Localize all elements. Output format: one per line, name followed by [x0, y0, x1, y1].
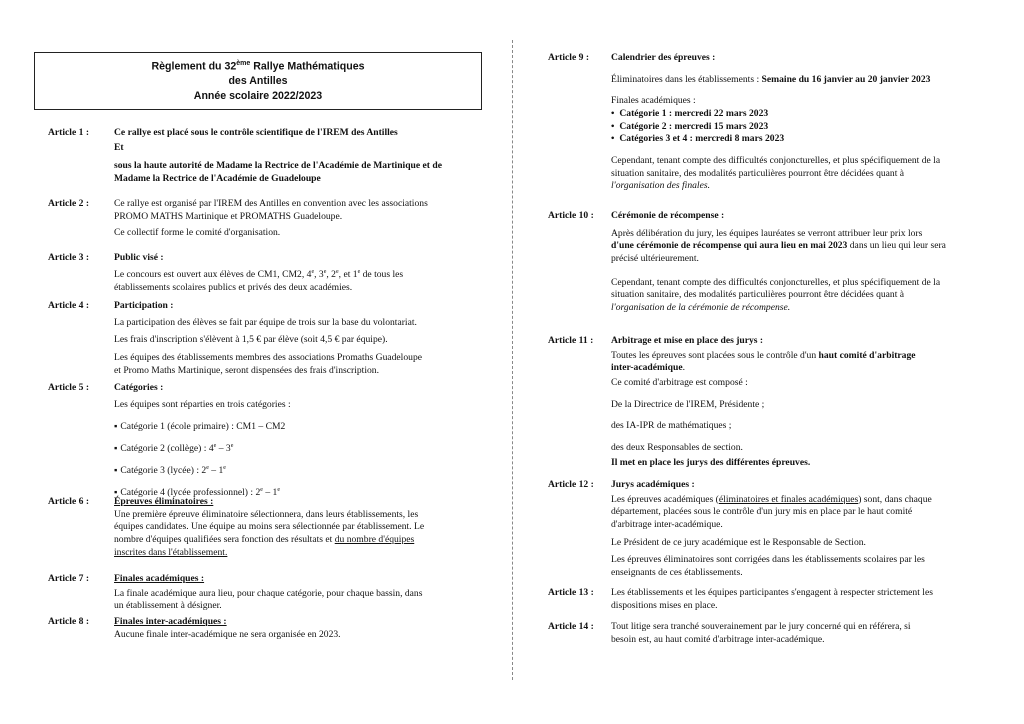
article-text: département, placées sous le contrôle d'un jury mis en place par le haut comité [611, 506, 913, 518]
article-label: Article 10 : [548, 210, 594, 221]
article-heading: Jurys académiques : [611, 479, 695, 490]
article-text: Tout litige sera tranché souverainement par le jury concerné qui en référera, si [611, 621, 911, 632]
article-text: l'organisation de la cérémonie de récompense. [611, 301, 791, 313]
article-text: besoin est, au haut comité d'arbitrage inter-académique. [611, 633, 825, 645]
article-text: Finales académiques : [611, 95, 696, 107]
category-item: ▪ Catégorie 4 (lycée professionnel) : 2e – 1e [114, 487, 488, 500]
article-label: Article 8 : [48, 616, 90, 627]
article-text: inter-académique. [611, 362, 685, 374]
article-text: des deux Responsables de section. [611, 441, 743, 453]
category-item: ▪ Catégorie 1 (école primaire) : CM1 – CM2 [114, 421, 488, 434]
article-text: Ce comité d'arbitrage est composé : [611, 376, 748, 388]
article-text: inscrites dans l'établissement. [114, 546, 228, 558]
article-text: situation sanitaire, des modalités particulières pourront être décidées quant à [611, 167, 905, 179]
article-label: Article 7 : [48, 573, 90, 584]
article-heading: Participation : [114, 300, 174, 311]
article-text: Les équipes des établissements membres des associations Promaths Guadeloupe [114, 351, 422, 363]
title-box [34, 52, 482, 110]
article-label: Article 11 : [548, 335, 594, 346]
article-text: précisé ultérieurement. [611, 252, 699, 264]
article-text: Cependant, tenant compte des difficultés conjoncturelles, et plus spécifiquement de la [611, 154, 941, 166]
category-item: ▪ Catégorie 3 (lycée) : 2e – 1e [114, 465, 488, 478]
article-text: PROMO MATHS Martinique et PROMATHS Guadeloupe. [114, 210, 343, 222]
category-item: ▪ Catégorie 2 (collège) : 4e – 3e [114, 443, 488, 456]
article-text: un établissement à désigner. [114, 600, 222, 612]
article-label: Article 9 : [548, 52, 590, 63]
article-text: Une première épreuve éliminatoire sélectionnera, dans leurs établissements, les [114, 508, 419, 520]
article-text: nombre d'équipes qualifiées sera fonction des résultats et du nombre d'équipes [114, 533, 415, 545]
article-text: Toutes les épreuves sont placées sous le contrôle d'un haut comité d'arbitrage [611, 349, 916, 361]
final-date-item: • Catégories 3 et 4 : mercredi 8 mars 2023 [611, 133, 998, 146]
article-label: Article 3 : [48, 252, 90, 263]
final-date-item: • Catégorie 1 : mercredi 22 mars 2023 [611, 108, 998, 121]
article-label: Article 2 : [48, 198, 90, 209]
article-heading: Catégories : [114, 382, 164, 393]
title-line-1: Règlement du 32ème Rallye Mathématiques [151, 59, 365, 73]
final-date-item: • Catégorie 2 : mercredi 15 mars 2023 [611, 121, 998, 134]
article-label: Article 4 : [48, 300, 90, 311]
article-label: Article 1 : [48, 127, 90, 138]
page-divider [512, 40, 513, 680]
title-line-2: des Antilles [228, 74, 288, 87]
article-label: Article 13 : [548, 587, 594, 598]
article-text: l'organisation des finales. [611, 180, 710, 192]
article-text: Les établissements et les équipes participantes s'engagent à respecter strictement les [611, 587, 933, 598]
article-heading: Épreuves éliminatoires : [114, 496, 214, 507]
article-heading: Finales académiques : [114, 573, 205, 584]
article-heading: Finales inter-académiques : [114, 616, 227, 627]
article-heading: Cérémonie de récompense : [611, 210, 725, 221]
article-text: Le Président de ce jury académique est le Responsable de Section. [611, 536, 866, 548]
article-text: d'une cérémonie de récompense qui aura lieu en mai 2023 dans un lieu qui leur sera [611, 240, 946, 252]
article-label: Article 12 : [548, 479, 594, 490]
article-text: enseignants de ces établissements. [611, 566, 743, 578]
article-text: sous la haute autorité de Madame la Rectrice de l'Académie de Martinique et de [114, 160, 442, 172]
article-text: Et [114, 141, 124, 153]
article-text: des IA-IPR de mathématiques ; [611, 420, 732, 432]
article-text: La participation des élèves se fait par équipe de trois sur la base du volontariat. [114, 316, 417, 328]
article-heading: Calendrier des épreuves : [611, 52, 716, 63]
article-text: et Promo Maths Martinique, seront dispensées des frais d'inscription. [114, 364, 379, 376]
article-text: Les frais d'inscription s'élèvent à 1,5 € par élève (soit 4,5 € par équipe). [114, 334, 388, 346]
article-text: Ce rallye est placé sous le contrôle scientifique de l'IREM des Antilles [114, 127, 398, 138]
article-text: Éliminatoires dans les établissements : Semaine du 16 janvier au 20 janvier 2023 [611, 73, 931, 85]
article-text: Après délibération du jury, les équipes lauréates se verront attribuer leur prix lors [611, 227, 923, 239]
article-text: La finale académique aura lieu, pour chaque catégorie, pour chaque bassin, dans [114, 587, 423, 599]
article-text: Les épreuves académiques (éliminatoires et finales académiques) sont, dans chaque [611, 493, 932, 505]
article-text: équipes candidates. Une équipe au moins sera sélectionnée par établissement. Le [114, 521, 425, 533]
article-heading: Public visé : [114, 252, 164, 263]
article-text: Les équipes sont réparties en trois catégories : [114, 398, 291, 410]
article-text: Le concours est ouvert aux élèves de CM1, CM2, 4e, 3e, 2e, et 1e de tous les [114, 268, 404, 280]
article-text: Il met en place les jurys des différentes épreuves. [611, 456, 811, 468]
article-label: Article 5 : [48, 382, 90, 393]
article-heading: Arbitrage et mise en place des jurys : [611, 335, 764, 346]
article-text: d'arbitrage inter-académique. [611, 518, 723, 530]
article-label: Article 6 : [48, 496, 90, 507]
article-text: De la Directrice de l'IREM, Présidente ; [611, 398, 765, 410]
article-text: dispositions mises en place. [611, 599, 718, 611]
article-text: situation sanitaire, des modalités particulières pourront être décidées quant à [611, 289, 905, 301]
article-text: Ce collectif forme le comité d'organisation. [114, 227, 281, 239]
article-text: Ce rallye est organisé par l'IREM des Antilles en convention avec les associations [114, 198, 428, 209]
article-text: Les épreuves éliminatoires sont corrigées dans les établissements scolaires par les [611, 554, 925, 566]
article-label: Article 14 : [548, 621, 594, 632]
article-text: Aucune finale inter-académique ne sera organisée en 2023. [114, 628, 341, 640]
article-text: établissements scolaires publics et privés des deux académies. [114, 281, 353, 293]
title-line-3: Année scolaire 2022/2023 [193, 89, 323, 102]
article-text: Cependant, tenant compte des difficultés conjoncturelles, et plus spécifiquement de la [611, 276, 941, 288]
article-text: Madame la Rectrice de l'Académie de Guadeloupe [114, 172, 321, 184]
